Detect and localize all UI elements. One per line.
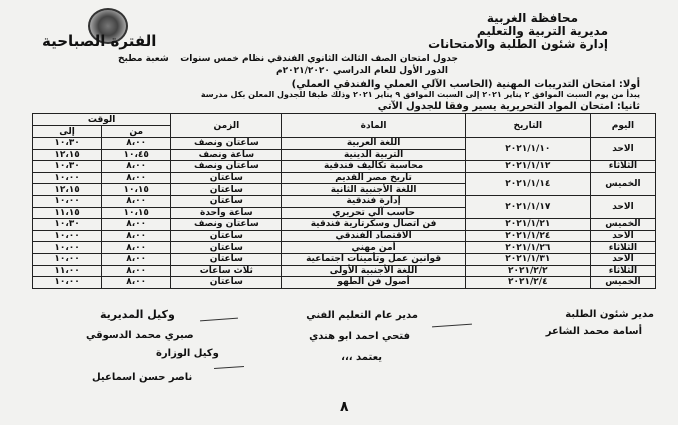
page-number: ٨ bbox=[340, 399, 349, 415]
tech-ed-title: مدير عام التعليم الفني bbox=[306, 310, 418, 321]
cell-subject: اللغة العربية bbox=[282, 138, 465, 150]
signature-mark-icon bbox=[432, 324, 472, 328]
cell-to: ١٠،٠٠ bbox=[33, 195, 102, 207]
cell-from: ٨،٠٠ bbox=[102, 161, 171, 173]
tech-ed-name: فتحي احمد ابو هندي bbox=[309, 331, 410, 342]
cell-duration: ساعتان ونصف bbox=[171, 219, 282, 231]
cell-subject: حاسب آلي تحريري bbox=[282, 207, 465, 219]
cell-duration: ساعتان bbox=[171, 172, 282, 184]
header-date: التاريخ bbox=[465, 114, 590, 138]
cell-day: الاحد bbox=[590, 195, 655, 218]
signature-mark-icon bbox=[200, 318, 238, 322]
cell-to: ١١،١٥ bbox=[33, 207, 102, 219]
cell-subject: اللغة الأجنبية الأولى bbox=[282, 265, 465, 277]
cell-from: ٨،٠٠ bbox=[102, 230, 171, 242]
cell-to: ١٠،٣٠ bbox=[33, 138, 102, 150]
exam-title: جدول امتحان الصف الثالث الثانوي الفندقي نظام خمس سنوات bbox=[180, 54, 458, 64]
cell-date: ٢٠٢١/١/١٧ bbox=[465, 195, 590, 218]
cell-duration: ساعتان ونصف bbox=[171, 161, 282, 173]
cell-from: ٨،٠٠ bbox=[102, 253, 171, 265]
cell-from: ٨،٠٠ bbox=[102, 277, 171, 289]
cell-subject: فن اتصال وسكرتارية فندقية bbox=[282, 219, 465, 231]
cell-to: ١٠،٣٠ bbox=[33, 161, 102, 173]
cell-from: ٨،٠٠ bbox=[102, 242, 171, 254]
section1-note: يبدأ من يوم السبت الموافق ٢ يناير ٢٠٢١ إلى السبت الموافق ٩ يناير ٢٠٢١ وذلك طبقا للجدول المعلن بكل مدرسة bbox=[200, 90, 640, 99]
cell-to: ١٠،٣٠ bbox=[33, 219, 102, 231]
cell-date: ٢٠٢١/١/١٤ bbox=[465, 172, 590, 195]
cell-day: الخميس bbox=[590, 219, 655, 231]
cell-from: ١٠،٤٥ bbox=[102, 149, 171, 161]
cell-day: الثلاثاء bbox=[590, 242, 655, 254]
cell-day: الاحد bbox=[590, 253, 655, 265]
table-row bbox=[33, 219, 656, 231]
table-row bbox=[33, 253, 656, 265]
cell-duration: ساعة ونصف bbox=[171, 149, 282, 161]
cell-from: ٨،٠٠ bbox=[102, 219, 171, 231]
cell-duration: ساعتان bbox=[171, 230, 282, 242]
cell-from: ٨،٠٠ bbox=[102, 265, 171, 277]
cell-subject: محاسبة تكاليف فندقية bbox=[282, 161, 465, 173]
shift-label: الفترة الصباحية bbox=[42, 32, 157, 50]
header-to: إلى bbox=[33, 126, 102, 138]
section1-title: أولا: امتحان التدريبات المهنية (الحاسب الآلي العملي والفندقي العملي) bbox=[291, 79, 640, 90]
table-row bbox=[33, 138, 656, 150]
cell-subject: أصول فن الطهو bbox=[282, 277, 465, 289]
cell-day: الاحد bbox=[590, 138, 655, 161]
cell-duration: ساعتان bbox=[171, 277, 282, 289]
cell-duration: ساعة واحدة bbox=[171, 207, 282, 219]
table-row bbox=[33, 161, 656, 173]
cell-to: ١٠،٠٠ bbox=[33, 253, 102, 265]
cell-to: ١٢،١٥ bbox=[33, 149, 102, 161]
approve-label: يعتمد ،،، bbox=[341, 352, 382, 363]
cell-duration: ساعتان bbox=[171, 253, 282, 265]
cell-duration: ساعتان bbox=[171, 195, 282, 207]
cell-day: الثلاثاء bbox=[590, 265, 655, 277]
cell-to: ١٢،١٥ bbox=[33, 184, 102, 196]
cell-date: ٢٠٢١/٢/٢ bbox=[465, 265, 590, 277]
table-row bbox=[33, 230, 656, 242]
cell-duration: ساعتان bbox=[171, 242, 282, 254]
cell-date: ٢٠٢١/١/١٢ bbox=[465, 161, 590, 173]
department-name: إدارة شئون الطلبة والامتحانات bbox=[428, 37, 608, 51]
cell-to: ١٠،٠٠ bbox=[33, 230, 102, 242]
cell-date: ٢٠٢١/١/٢١ bbox=[465, 219, 590, 231]
cell-to: ١٠،٠٠ bbox=[33, 277, 102, 289]
cell-date: ٢٠٢١/١/٢٤ bbox=[465, 230, 590, 242]
header-from: من bbox=[102, 126, 171, 138]
deputy-dir-name: صبري محمد الدسوقي bbox=[86, 330, 194, 341]
cell-duration: ساعتان bbox=[171, 184, 282, 196]
cell-day: الثلاثاء bbox=[590, 161, 655, 173]
table-row bbox=[33, 172, 656, 184]
header-duration: الزمن bbox=[171, 114, 282, 138]
cell-to: ١٠،٠٠ bbox=[33, 172, 102, 184]
branch-label: شعبة مطبخ bbox=[118, 54, 169, 64]
cell-from: ٨،٠٠ bbox=[102, 172, 171, 184]
cell-subject: تاريخ مصر القديم bbox=[282, 172, 465, 184]
header-day: اليوم bbox=[590, 114, 655, 138]
cell-date: ٢٠٢١/١/٢٦ bbox=[465, 242, 590, 254]
cell-duration: ثلاث ساعات bbox=[171, 265, 282, 277]
cell-date: ٢٠٢١/٢/٤ bbox=[465, 277, 590, 289]
exam-schedule-table bbox=[32, 113, 656, 289]
cell-from: ٨،٠٠ bbox=[102, 138, 171, 150]
cell-day: الاحد bbox=[590, 230, 655, 242]
cell-subject: اللغة الأجنبية الثانية bbox=[282, 184, 465, 196]
cell-subject: قوانين عمل وتأمينات اجتماعية bbox=[282, 253, 465, 265]
signature-mark-icon bbox=[214, 366, 244, 369]
ministry-title: وكيل الوزارة bbox=[156, 348, 219, 359]
cell-to: ١١،٠٠ bbox=[33, 265, 102, 277]
cell-from: ١٠،١٥ bbox=[102, 207, 171, 219]
header-time: الوقت bbox=[33, 114, 171, 126]
cell-to: ١٠،٠٠ bbox=[33, 242, 102, 254]
cell-date: ٢٠٢١/١/١٠ bbox=[465, 138, 590, 161]
cell-duration: ساعتان ونصف bbox=[171, 138, 282, 150]
table-row bbox=[33, 242, 656, 254]
student-affairs-name: أسامة محمد الشاعر bbox=[545, 326, 642, 337]
deputy-dir-title: وكيل المديرية bbox=[100, 308, 175, 321]
header-subject: المادة bbox=[282, 114, 465, 138]
directorate-name: مديرية التربية والتعليم bbox=[476, 24, 608, 38]
table-row bbox=[33, 265, 656, 277]
cell-date: ٢٠٢١/١/٣١ bbox=[465, 253, 590, 265]
cell-subject: أمن مهني bbox=[282, 242, 465, 254]
cell-subject: التربية الدينية bbox=[282, 149, 465, 161]
cell-day: الخميس bbox=[590, 172, 655, 195]
governorate-name: محافظة الغربية bbox=[486, 11, 578, 25]
student-affairs-title: مدير شئون الطلبة bbox=[565, 309, 654, 320]
cell-subject: إدارة فندقية bbox=[282, 195, 465, 207]
cell-from: ١٠،١٥ bbox=[102, 184, 171, 196]
table-row bbox=[33, 195, 656, 207]
cell-subject: الاقتصاد الفندقي bbox=[282, 230, 465, 242]
cell-day: الخميس bbox=[590, 277, 655, 289]
term-label: الدور الأول للعام الدراسي ٢٠٢١/٢٠٢٠م bbox=[276, 66, 448, 76]
section2-title: ثانيا: امتحان المواد التحريرية يسير وفقا للجدول الآتي bbox=[377, 101, 640, 112]
ministry-name: ناصر حسن اسماعيل bbox=[92, 372, 193, 383]
cell-from: ٨،٠٠ bbox=[102, 195, 171, 207]
table-row bbox=[33, 277, 656, 289]
